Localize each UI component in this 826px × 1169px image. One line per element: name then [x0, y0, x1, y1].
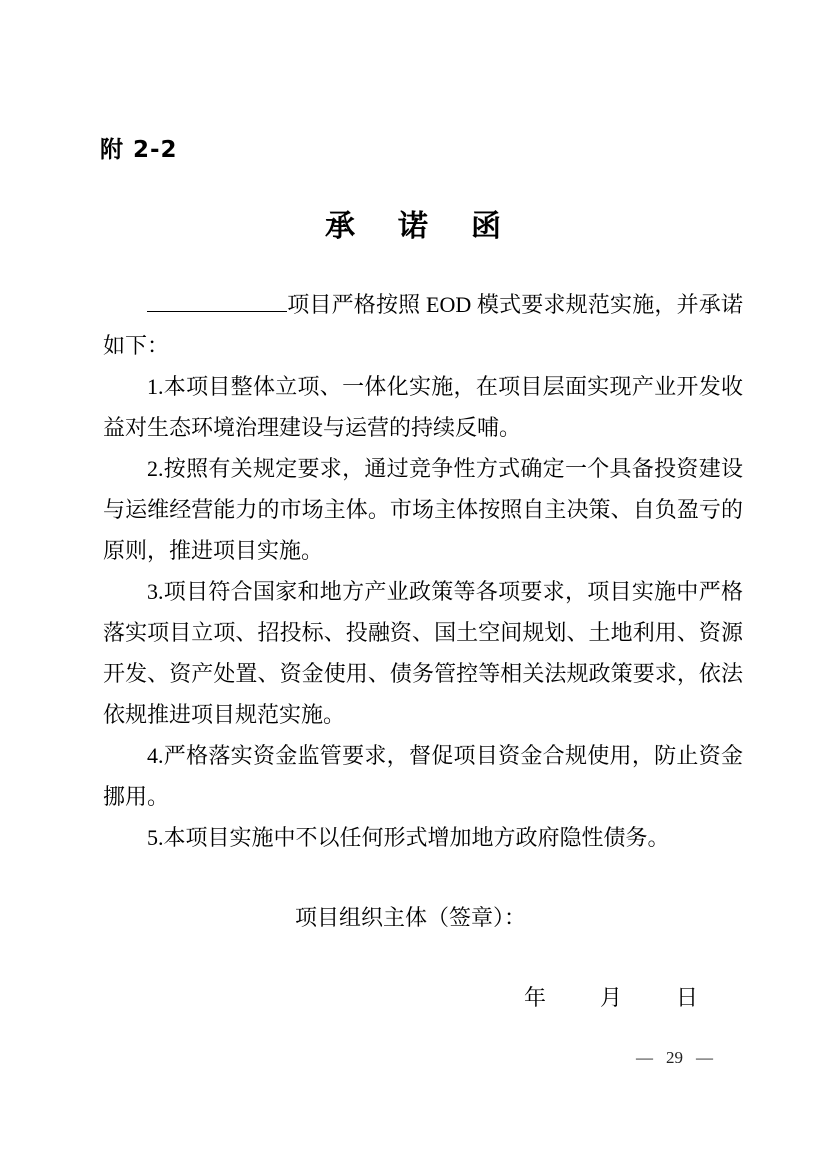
date-year-label: 年 — [524, 985, 547, 1010]
signature-date-line — [524, 981, 698, 1012]
fill-in-blank-line — [147, 309, 287, 312]
commitment-item-3: 3.项目符合国家和地方产业政策等各项要求，项目实施中严格落实项目立项、招投标、投融资、国土空间规划、土地利用、资源开发、资产处置、资金使用、债务管控等相关法规政策要求，依法依规推进项目规范实施。 — [103, 579, 743, 727]
footer-right-dash: — — [696, 1048, 713, 1067]
signature-label: 项目组织主体（签章）： — [295, 905, 527, 930]
date-month-label: 月 — [600, 985, 623, 1010]
page-number-footer — [636, 1048, 713, 1068]
page-number: 29 — [666, 1048, 683, 1067]
commitment-item-2: 2.按照有关规定要求，通过竞争性方式确定一个具备投资建设与运维经营能力的市场主体。市场主体按照自主决策、自负盈亏的原则，推进项目实施。 — [103, 456, 743, 563]
commitment-item-4: 4.严格落实资金监管要求，督促项目资金合规使用，防止资金挪用。 — [103, 743, 743, 809]
date-day-label: 日 — [676, 985, 699, 1010]
commitment-item-1: 1.本项目整体立项、一体化实施，在项目层面实现产业开发收益对生态环境治理建设与运营的持续反哺。 — [103, 374, 743, 440]
intro-paragraph — [103, 284, 743, 366]
footer-left-dash: — — [636, 1048, 653, 1067]
document-body — [103, 284, 743, 858]
document-title: 承诺函 — [325, 209, 544, 244]
commitment-item-5: 5.本项目实施中不以任何形式增加地方政府隐性债务。 — [147, 825, 670, 850]
intro-text: 项目严格按照 EOD 模式要求规范实施，并承诺如下： — [103, 292, 743, 358]
attachment-number-label: 附 2-2 — [100, 137, 178, 163]
